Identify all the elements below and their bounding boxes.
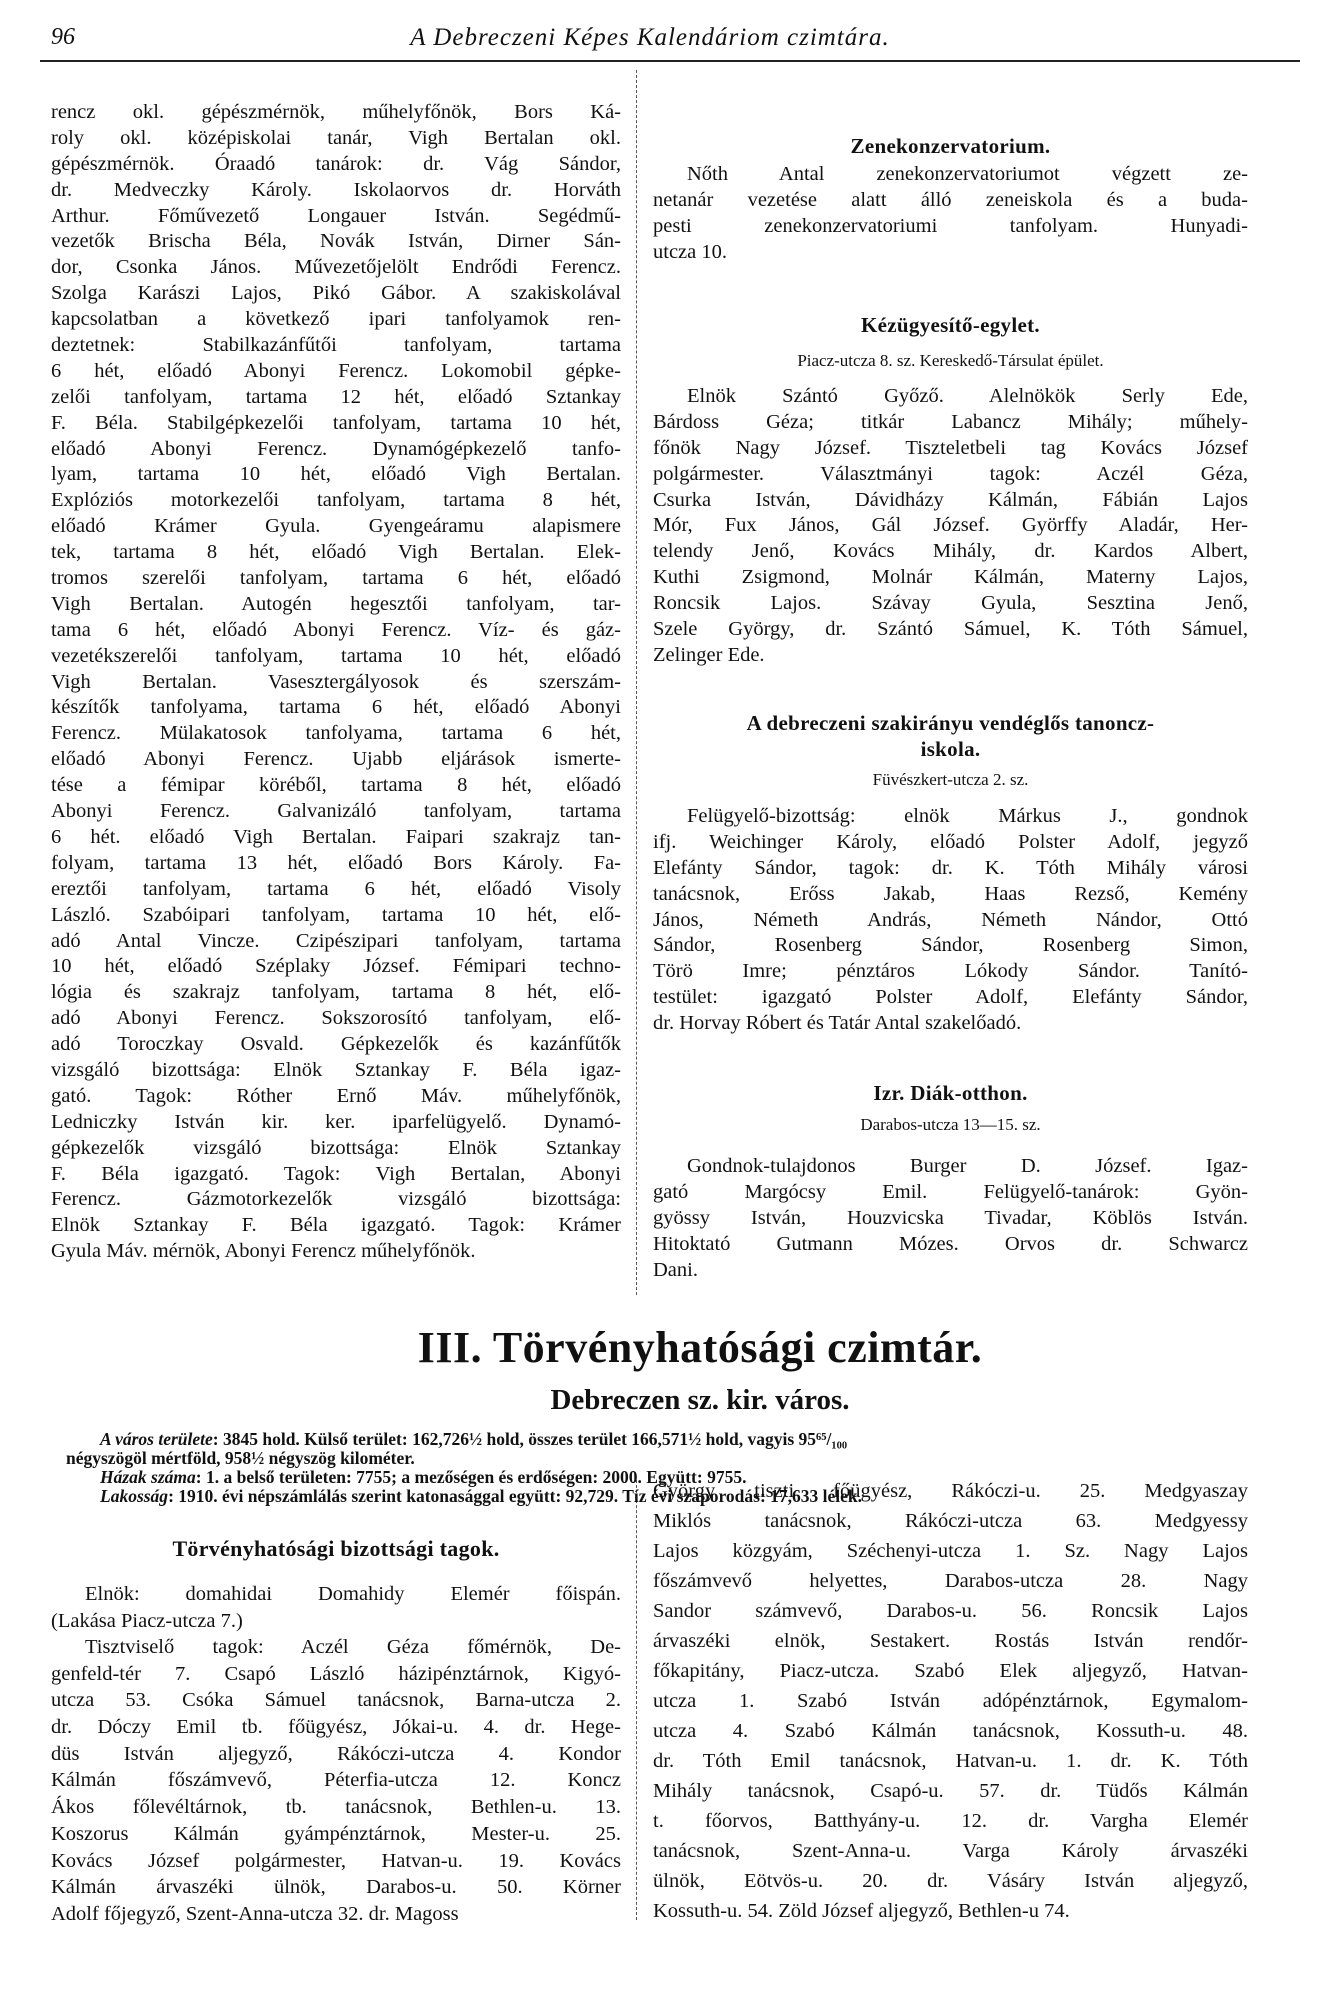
text-line: Kuthi Zsigmond, Molnár Kálmán, Materny Lajos, — [653, 566, 1248, 589]
text-line: lógia és szakrajz tanfolyam, tartama 8 hét, elő- — [51, 981, 621, 1004]
heading-line: A debreczeni szakirányu vendéglős tanoncz- — [746, 711, 1155, 735]
text-line: netanár vezetése alatt álló zeneiskola és a buda- — [653, 188, 1248, 211]
text-line: Gondnok-tulajdonos Burger D. József. Igaz- — [687, 1155, 1248, 1177]
text-line: Elnök Sztankay F. Béla igazgató. Tagok: Krámer — [51, 1214, 621, 1237]
bizottsag-president — [51, 1581, 621, 1634]
text-line: Kovács József polgármester, Hatvan-u. 19. Kovács — [51, 1849, 621, 1872]
text-line: 6 hét. előadó Vigh Bertalan. Faipari szakrajz tan- — [51, 825, 621, 848]
text-line: Explóziós motorkezelői tanfolyam, tartama 8 hét, — [51, 489, 621, 512]
text-line: Szolga Karászi Lajos, Pikó Gábor. A szakiskolával — [51, 282, 621, 305]
column-divider — [636, 70, 637, 1295]
text-line: Zelinger Ede. — [653, 643, 765, 666]
text-line: 10 hét, előadó Széplaky József. Fémipari techno- — [51, 955, 621, 978]
text-line: Csurka István, Dávidházy Kálmán, Fábián Lajos — [653, 488, 1248, 511]
header-rule — [40, 60, 1300, 62]
column-divider — [636, 1480, 637, 1920]
text-line: utcza 1. Szabó István adópénztárnok, Egymalom- — [653, 1690, 1248, 1712]
text-line: (Lakása Piacz-utcza 7.) — [51, 1609, 243, 1632]
info-text: : 1. a belső területen: 7755; a mezőségen és erdőségen: 2000. Együtt: 9755. — [195, 1467, 747, 1487]
info-text: : 3845 hold. Külső terület: 162,726½ hold, összes terület 166,571½ hold, vagyis 95⁶⁵/₁₀₀ — [212, 1429, 848, 1449]
text-line: Törö Imre; pénztáros Lókody Sándor. Tanító- — [653, 960, 1248, 983]
vendeglos-address: Füvészkert-utcza 2. sz. — [872, 770, 1029, 789]
text-line: Miklós tanácsnok, Rákóczi-utcza 63. Medgyessy — [653, 1510, 1248, 1532]
text-line: utcza 53. Csóka Sámuel tanácsnok, Barna-utcza 2. — [51, 1689, 621, 1712]
text-line: előadó Abonyi Ferencz. Dynamógépkezelő tanfo- — [51, 437, 621, 460]
text-line: F. Béla. Stabilgépkezelői tanfolyam, tartama 10 hét, — [51, 411, 621, 434]
text-line: gyössy István, Houzvicska Tivadar, Köblös István. — [653, 1206, 1248, 1229]
text-line: készítők tanfolyama, tartama 6 hét, előadó Abonyi — [51, 696, 621, 719]
text-line: lyam, tartama 10 hét, előadó Vigh Bertalan. — [51, 463, 621, 486]
info-label: Lakosság — [100, 1486, 169, 1506]
running-header: A Debreczeni Képes Kalendáriom czimtára. — [410, 24, 890, 51]
heading-zenekonzervatorium: Zenekonzervatorium. — [850, 134, 1051, 158]
text-line: gató. Tagok: Róther Ernő Máv. műhelyfőnök, — [51, 1084, 621, 1107]
text-line: gépészmérnök. Óraadó tanárok: dr. Vág Sándor, — [51, 152, 621, 175]
text-line: Gyula Máv. mérnök, Abonyi Ferencz műhelyfőnök. — [51, 1240, 476, 1263]
text-line: Kálmán főszámvevő, Péterfia-utcza 12. Koncz — [51, 1769, 621, 1792]
text-line: Hitoktató Gutmann Mózes. Orvos dr. Schwarcz — [653, 1232, 1248, 1255]
info-text: négyszögöl mértföld, 958½ négyszög kilométer. — [66, 1448, 415, 1468]
text-line: tama 6 hét, előadó Abonyi Ferencz. Víz- és gáz- — [51, 618, 621, 641]
text-line: ifj. Weichinger Károly, előadó Polster Adolf, jegyző — [653, 830, 1248, 853]
text-line: adó Antal Vincze. Czipészipari tanfolyam, tartama — [51, 929, 621, 952]
text-line: kapcsolatban a következő ipari tanfolyamok ren- — [51, 308, 621, 331]
info-label: A város területe — [100, 1429, 213, 1449]
text-line: Kálmán árvaszéki ülnök, Darabos-u. 50. Körner — [51, 1876, 621, 1899]
text-line: tanácsnok, Szent-Anna-u. Varga Károly árvaszéki — [653, 1840, 1248, 1862]
text-line: Abonyi Ferencz. Galvanizáló tanfolyam, tartama — [51, 800, 621, 823]
text-line: ereztői tanfolyam, tartama 6 hét, előadó Visoly — [51, 877, 621, 900]
kezugyesito-address: Piacz-utcza 8. sz. Kereskedő-Társulat épület. — [797, 351, 1104, 370]
text-line: 6 hét, előadó Abonyi Ferencz. Lokomobil gépke- — [51, 359, 621, 382]
text-line: György tiszti főügyész, Rákóczi-u. 25. Medgyaszay — [653, 1480, 1248, 1502]
text-line: Lajos közgyám, Széchenyi-utcza 1. Sz. Nagy Lajos — [653, 1540, 1248, 1562]
text-line: Sandor számvevő, Darabos-u. 56. Roncsik Lajos — [653, 1600, 1248, 1622]
info-label: Házak száma — [100, 1467, 196, 1487]
text-line: adó Abonyi Ferencz. Sokszorosító tanfolyam, elő- — [51, 1007, 621, 1030]
text-line: főszámvevő helyettes, Darabos-utcza 28. Nagy — [653, 1570, 1248, 1592]
text-line: Elnök: domahidai Domahidy Elemér főispán. — [85, 1583, 621, 1605]
text-line: dr. Horvay Róbert és Tatár Antal szakelőadó. — [653, 1012, 1022, 1035]
text-line: adó Toroczkay Osvald. Gépkezelők és kazánfűtők — [51, 1033, 621, 1056]
vendeglos-text — [653, 804, 1248, 1037]
text-line: telendy Jenő, Kovács Mihály, dr. Kardos Albert, — [653, 540, 1248, 563]
text-line: Vigh Bertalan. Vasesztergályosok és szerszám- — [51, 670, 621, 693]
text-line: Elnök Szántó Győző. Alelnökök Serly Ede, — [687, 385, 1248, 407]
text-line: tanácsnok, Erőss Jakab, Haas Rezső, Kemény — [653, 882, 1248, 905]
text-line: vizsgáló bizottsága: Elnök Sztankay F. Béla igaz- — [51, 1058, 621, 1081]
text-line: Arthur. Főművezető Longauer István. Segédmű- — [51, 204, 621, 227]
heading-bizottsag: Törvényhatósági bizottsági tagok. — [172, 1536, 500, 1561]
text-line: polgármester. Választmányi tagok: Aczél Géza, — [653, 462, 1248, 485]
text-line: utcza 4. Szabó Kálmán tanácsnok, Kossuth-u. 48. — [653, 1720, 1248, 1742]
text-line: Ferencz. Gázmotorkezelők vizsgáló bizottsága: — [51, 1188, 621, 1211]
text-line: dr. Medveczky Károly. Iskolaorvos dr. Horváth — [51, 178, 621, 201]
text-line: deztetnek: Stabilkazánfűtői tanfolyam, tartama — [51, 334, 621, 357]
text-line: zelői tanfolyam, tartama 12 hét, előadó Sztankay — [51, 385, 621, 408]
text-line: Adolf főjegyző, Szent-Anna-utcza 32. dr. Magoss — [51, 1902, 459, 1925]
text-line: főkapitány, Piacz-utcza. Szabó Elek aljegyző, Hatvan- — [653, 1660, 1248, 1682]
text-line: Felügyelő-bizottság: elnök Márkus J., gondnok — [687, 805, 1248, 827]
info-text: : 1910. évi népszámlálás szerint katonasággal együtt: 92,729. Tíz évi szaporodás: 17,633 lélek. — [168, 1486, 863, 1506]
left-column-text — [51, 100, 621, 1265]
text-line: Ferencz. Mülakatosok tanfolyama, tartama 6 hét, — [51, 722, 621, 745]
text-line: tromos szerelői tanfolyam, tartama 6 hét, előadó — [51, 567, 621, 590]
zenekonzervatorium-text — [653, 162, 1248, 266]
text-line: utcza 10. — [653, 240, 727, 263]
text-line: Ledniczky István kir. ker. iparfelügyelő. Dynamó- — [51, 1110, 621, 1133]
text-line: Koszorus Kálmán gyámpénztárnok, Mester-u. 25. — [51, 1822, 621, 1845]
text-line: Elefánty Sándor, tagok: dr. K. Tóth Mihály városi — [653, 856, 1248, 879]
text-line: főnök Nagy József. Tiszteletbeli tag Kovács József — [653, 436, 1248, 459]
text-line: Tisztviselő tagok: Aczél Géza főmérnök, De- — [85, 1636, 621, 1658]
text-line: ülnök, Eötvös-u. 20. dr. Vásáry István aljegyző, — [653, 1870, 1248, 1892]
text-line: Dani. — [653, 1258, 698, 1281]
text-line: Ákos főlevéltárnok, tb. tanácsnok, Bethlen-u. 13. — [51, 1796, 621, 1819]
text-line: gépkezelők vizsgáló bizottsága: Elnök Sztankay — [51, 1136, 621, 1159]
text-line: Kossuth-u. 54. Zöld József aljegyző, Bethlen-u 74. — [653, 1900, 1070, 1922]
text-line: roly okl. középiskolai tanár, Vigh Bertalan okl. — [51, 126, 621, 149]
text-line: árvaszéki elnök, Sestakert. Rostás István rendőr- — [653, 1630, 1248, 1652]
heading-kezugyesito: Kézügyesítő-egylet. — [861, 313, 1040, 337]
bizottsag-members-cont — [653, 1476, 1248, 1926]
text-line: pesti zenekonzervatoriumi tanfolyam. Hunyadi- — [653, 214, 1248, 237]
diak-otthon-text — [653, 1154, 1248, 1283]
text-line: Nőth Antal zenekonzervatoriumot végzett ze- — [687, 163, 1248, 185]
text-line: t. főorvos, Batthyány-u. 12. dr. Vargha Elemér — [653, 1810, 1248, 1832]
text-line: Roncsik Lajos. Szávay Gyula, Sesztina Jenő, — [653, 592, 1248, 615]
bizottsag-members — [51, 1634, 621, 1928]
text-line: László. Szabóipari tanfolyam, tartama 10 hét, elő- — [51, 903, 621, 926]
text-line: testület: igazgató Polster Adolf, Elefánty Sándor, — [653, 986, 1248, 1009]
text-line: dr. Dóczy Emil tb. főügyész, Jókai-u. 4. dr. Hege- — [51, 1716, 621, 1739]
section-subtitle: Debreczen sz. kir. város. — [550, 1384, 850, 1416]
heading-vendeglos — [653, 710, 1248, 762]
kezugyesito-text — [653, 384, 1248, 669]
text-line: vezetők Brischa Béla, Novák István, Dirner Sán- — [51, 230, 621, 253]
text-line: düs István aljegyző, Rákóczi-utcza 4. Kondor — [51, 1742, 621, 1765]
text-line: folyam, tartama 13 hét, előadó Bors Károly. Fa- — [51, 851, 621, 874]
text-line: János, Németh András, Németh Nándor, Ottó — [653, 908, 1248, 931]
text-line: előadó Abonyi Ferencz. Ujabb eljárások ismerte- — [51, 748, 621, 771]
text-line: tek, tartama 8 hét, előadó Vigh Bertalan. Elek- — [51, 541, 621, 564]
diak-otthon-address: Darabos-utcza 13—15. sz. — [860, 1115, 1041, 1134]
text-line: dr. Tóth Emil tanácsnok, Hatvan-u. 1. dr. K. Tóth — [653, 1750, 1248, 1772]
heading-line: iskola. — [920, 737, 981, 761]
text-line: Mihály tanácsnok, Csapó-u. 57. dr. Tüdős Kálmán — [653, 1780, 1248, 1802]
text-line: Mór, Fux János, Gál József. Györffy Aladár, Her- — [653, 514, 1248, 537]
info-area — [100, 1430, 847, 1449]
text-line: Bárdoss Géza; titkár Labancz Mihály; műhely- — [653, 410, 1248, 433]
text-line: dor, Csonka János. Művezetőjelölt Endrődi Ferencz. — [51, 256, 621, 279]
text-line: rencz okl. gépészmérnök, műhelyfőnök, Bors Ká- — [51, 101, 621, 123]
text-line: tése a fémipar köréből, tartama 8 hét, előadó — [51, 774, 621, 797]
info-area-cont — [66, 1449, 415, 1468]
text-line: előadó Krámer Gyula. Gyengeáramu alapismere — [51, 515, 621, 538]
text-line: Sándor, Rosenberg Sándor, Rosenberg Simon, — [653, 934, 1248, 957]
text-line: gató Margócsy Emil. Felügyelő-tanárok: Gyön- — [653, 1180, 1248, 1203]
text-line: genfeld-tér 7. Csapó László házipénztárnok, Kigyó- — [51, 1662, 621, 1685]
page-number: 96 — [51, 24, 75, 50]
heading-diak-otthon: Izr. Diák-otthon. — [873, 1081, 1028, 1105]
info-houses — [100, 1468, 746, 1487]
text-line: Szele György, dr. Szántó Sámuel, K. Tóth Sámuel, — [653, 618, 1248, 641]
text-line: vezetékszerelői tanfolyam, tartama 10 hét, előadó — [51, 644, 621, 667]
text-line: F. Béla igazgató. Tagok: Vigh Bertalan, Abonyi — [51, 1162, 621, 1185]
section-title: III. Törvényhatósági czimtár. — [417, 1323, 983, 1372]
text-line: Vigh Bertalan. Autogén hegesztői tanfolyam, tar- — [51, 592, 621, 615]
